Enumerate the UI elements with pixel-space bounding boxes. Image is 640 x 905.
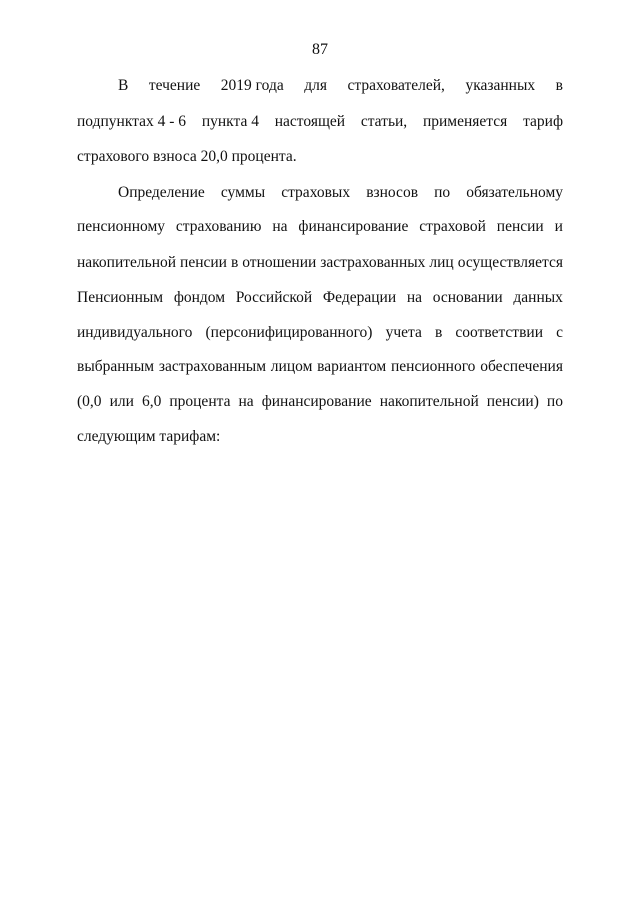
word: течение <box>148 77 201 94</box>
word: обеспечения <box>480 358 563 375</box>
word: по <box>434 184 451 201</box>
word: страхователей, <box>347 77 445 94</box>
word: соответствии <box>455 324 543 341</box>
word: 6,0 <box>141 393 162 410</box>
word: с <box>556 324 563 341</box>
word: лицом <box>270 358 313 375</box>
word: страхованию <box>175 218 262 235</box>
paragraph-line <box>118 183 563 203</box>
paragraph-line-last: следующим тарифам: <box>77 428 221 445</box>
word: (персонифицированного) <box>205 324 373 341</box>
word: процента <box>169 393 231 410</box>
word: лиц <box>429 254 454 271</box>
word: пенсии <box>180 254 227 271</box>
word: подпунктах 4 - 6 <box>77 113 187 130</box>
word: вариантом <box>317 358 387 375</box>
word: в <box>555 77 563 94</box>
paragraph-line <box>77 392 563 412</box>
word: на <box>406 289 423 306</box>
word: застрахованных <box>320 254 426 271</box>
page-number: 87 <box>312 41 328 58</box>
word: страховой <box>419 218 486 235</box>
word: (0,0 <box>77 393 102 410</box>
word: накопительной <box>77 254 177 271</box>
word: указанных <box>465 77 536 94</box>
word: данных <box>513 289 563 306</box>
word: осуществляется <box>457 254 563 271</box>
word: учета <box>385 324 422 341</box>
paragraph-line <box>77 217 563 237</box>
word: Пенсионным <box>77 289 164 306</box>
paragraph-line <box>77 323 563 343</box>
word: финансирование <box>298 218 409 235</box>
word: индивидуального <box>77 324 193 341</box>
word: страховых <box>281 184 351 201</box>
word: Определение <box>118 184 205 201</box>
word: для <box>304 77 327 94</box>
word: Российской <box>235 289 313 306</box>
word: настоящей <box>274 113 346 130</box>
word: пенсионному <box>77 218 165 235</box>
paragraph-line <box>77 253 563 273</box>
word: выбранным <box>77 358 155 375</box>
word: применяется <box>422 113 508 130</box>
word: в <box>230 254 239 271</box>
paragraph-line <box>118 76 563 96</box>
word: пенсии) <box>486 393 539 410</box>
word: или <box>109 393 134 410</box>
word: пенсии <box>496 218 544 235</box>
word: основании <box>432 289 503 306</box>
word: статьи, <box>360 113 408 130</box>
word: на <box>272 218 288 235</box>
word: 2019 года <box>220 77 284 94</box>
word: тариф <box>523 113 563 130</box>
paragraph-line <box>77 112 563 132</box>
word: по <box>546 393 563 410</box>
word: накопительной <box>379 393 479 410</box>
word: отношении <box>242 254 317 271</box>
word: В <box>118 77 129 94</box>
word: в <box>434 324 443 341</box>
word: пенсионного <box>390 358 476 375</box>
word: обязательному <box>466 184 563 201</box>
word: фондом <box>173 289 226 306</box>
word: взносов <box>366 184 419 201</box>
paragraph-line-last: страхового взноса 20,0 процента. <box>77 148 297 165</box>
word: застрахованным <box>158 358 267 375</box>
word: пункта 4 <box>201 113 259 130</box>
paragraph-line <box>77 288 563 308</box>
word: Федерации <box>322 289 397 306</box>
word: на <box>238 393 254 410</box>
word: суммы <box>220 184 266 201</box>
word: финансирование <box>261 393 372 410</box>
word: и <box>554 218 563 235</box>
paragraph-line <box>77 357 563 377</box>
